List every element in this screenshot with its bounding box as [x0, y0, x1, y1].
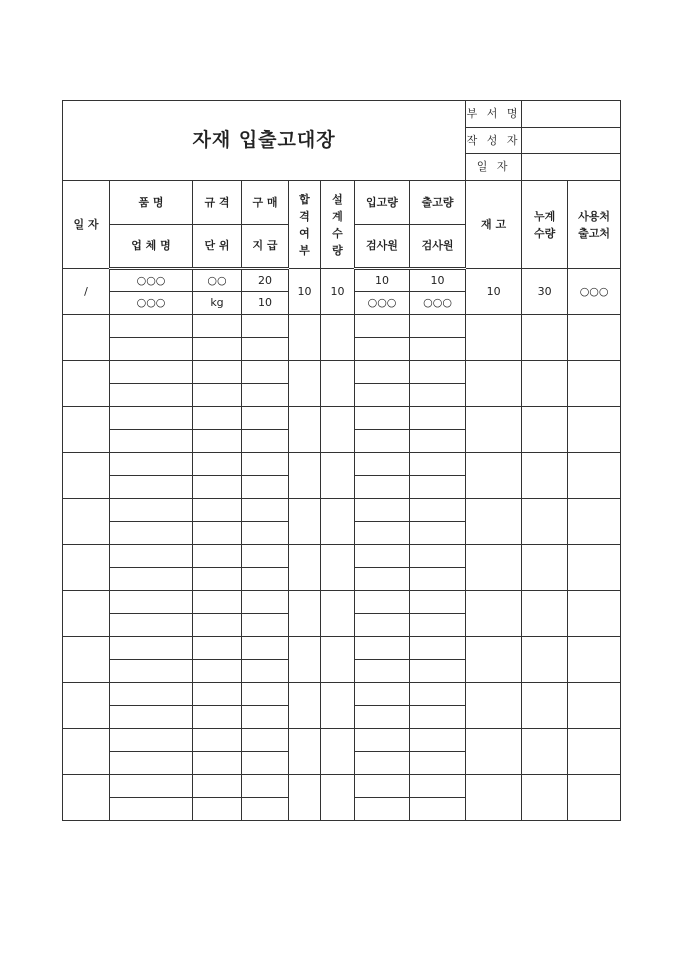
example-design-qty[interactable]: 10 [321, 269, 355, 315]
entry-purchase-cell[interactable] [242, 683, 289, 706]
entry-design-qty-cell[interactable] [321, 591, 355, 637]
dept-value[interactable] [522, 101, 621, 128]
entry-usage-cell[interactable] [568, 361, 621, 407]
entry-supplier-cell[interactable] [110, 430, 193, 453]
header-out-qty: 출고량 [410, 181, 466, 225]
entry-row-top [63, 499, 621, 522]
entry-spec-cell[interactable] [193, 637, 242, 660]
entry-in-qty-cell[interactable] [355, 315, 410, 338]
example-in-qty[interactable]: 10 [355, 269, 410, 292]
entry-design-qty-cell[interactable] [321, 407, 355, 453]
entry-in-qty-cell[interactable] [355, 591, 410, 614]
entry-payment-cell[interactable] [242, 384, 289, 407]
entry-cumulative-cell[interactable] [522, 775, 568, 821]
entry-design-qty-cell[interactable] [321, 683, 355, 729]
entry-design-qty-cell[interactable] [321, 545, 355, 591]
entry-purchase-cell[interactable] [242, 315, 289, 338]
entry-date-cell[interactable] [63, 775, 110, 821]
entry-inspector-out-cell[interactable] [410, 476, 466, 499]
entry-design-qty-cell[interactable] [321, 775, 355, 821]
author-label: 작 성 자 [466, 128, 522, 154]
entry-out-qty-cell[interactable] [410, 361, 466, 384]
entry-inspector-in-cell[interactable] [355, 706, 410, 729]
entry-payment-cell[interactable] [242, 476, 289, 499]
entry-row-top [63, 637, 621, 660]
entry-pass-cell[interactable] [289, 729, 321, 775]
entry-inspector-in-cell[interactable] [355, 384, 410, 407]
entry-inspector-in-cell[interactable] [355, 476, 410, 499]
entry-unit-cell[interactable] [193, 752, 242, 775]
entry-row-top [63, 591, 621, 614]
entry-out-qty-cell[interactable] [410, 545, 466, 568]
entry-unit-cell[interactable] [193, 614, 242, 637]
example-supplier[interactable]: ○○○ [110, 292, 193, 315]
header-spec: 규 격 [193, 181, 242, 225]
entry-item-name-cell[interactable] [110, 315, 193, 338]
entry-cumulative-cell[interactable] [522, 315, 568, 361]
entry-inspector-out-cell[interactable] [410, 798, 466, 821]
entry-unit-cell[interactable] [193, 706, 242, 729]
entry-payment-cell[interactable] [242, 798, 289, 821]
entry-inspector-out-cell[interactable] [410, 522, 466, 545]
entry-purchase-cell[interactable] [242, 499, 289, 522]
entry-inspector-in-cell[interactable] [355, 660, 410, 683]
header-payment: 지 급 [242, 225, 289, 269]
entry-date-cell[interactable] [63, 637, 110, 683]
header-date: 일 자 [63, 181, 110, 269]
entry-out-qty-cell[interactable] [410, 775, 466, 798]
entry-inspector-in-cell[interactable] [355, 614, 410, 637]
entry-design-qty-cell[interactable] [321, 361, 355, 407]
entry-pass-cell[interactable] [289, 361, 321, 407]
entry-spec-cell[interactable] [193, 453, 242, 476]
entry-design-qty-cell[interactable] [321, 637, 355, 683]
header-usage: 사용처 출고처 [568, 181, 621, 269]
entry-inspector-out-cell[interactable] [410, 706, 466, 729]
entry-inspector-in-cell[interactable] [355, 798, 410, 821]
entry-inspector-in-cell[interactable] [355, 568, 410, 591]
header-supplier: 업 체 명 [110, 225, 193, 269]
entry-usage-cell[interactable] [568, 683, 621, 729]
entry-payment-cell[interactable] [242, 338, 289, 361]
entry-out-qty-cell[interactable] [410, 499, 466, 522]
entry-supplier-cell[interactable] [110, 476, 193, 499]
entry-payment-cell[interactable] [242, 660, 289, 683]
entry-supplier-cell[interactable] [110, 660, 193, 683]
example-cumulative[interactable]: 30 [522, 269, 568, 315]
entry-cumulative-cell[interactable] [522, 591, 568, 637]
entry-supplier-cell[interactable] [110, 568, 193, 591]
date-label: 일 자 [466, 154, 522, 181]
entry-unit-cell[interactable] [193, 798, 242, 821]
entry-usage-cell[interactable] [568, 775, 621, 821]
entry-out-qty-cell[interactable] [410, 315, 466, 338]
entry-unit-cell[interactable] [193, 522, 242, 545]
example-unit[interactable]: kg [193, 292, 242, 315]
entry-supplier-cell[interactable] [110, 338, 193, 361]
dept-label: 부 서 명 [466, 101, 522, 128]
entry-pass-cell[interactable] [289, 453, 321, 499]
entry-spec-cell[interactable] [193, 729, 242, 752]
entry-purchase-cell[interactable] [242, 775, 289, 798]
entry-out-qty-cell[interactable] [410, 407, 466, 430]
header-in-qty: 입고량 [355, 181, 410, 225]
entry-spec-cell[interactable] [193, 591, 242, 614]
entry-stock-cell[interactable] [466, 361, 522, 407]
entry-unit-cell[interactable] [193, 338, 242, 361]
entry-cumulative-cell[interactable] [522, 407, 568, 453]
entry-stock-cell[interactable] [466, 545, 522, 591]
header-unit: 단 위 [193, 225, 242, 269]
entry-purchase-cell[interactable] [242, 729, 289, 752]
entry-inspector-in-cell[interactable] [355, 522, 410, 545]
entry-payment-cell[interactable] [242, 522, 289, 545]
entry-inspector-out-cell[interactable] [410, 430, 466, 453]
entry-in-qty-cell[interactable] [355, 775, 410, 798]
entry-stock-cell[interactable] [466, 591, 522, 637]
entry-stock-cell[interactable] [466, 407, 522, 453]
entry-in-qty-cell[interactable] [355, 729, 410, 752]
entry-inspector-in-cell[interactable] [355, 338, 410, 361]
entry-supplier-cell[interactable] [110, 706, 193, 729]
entry-unit-cell[interactable] [193, 476, 242, 499]
entry-out-qty-cell[interactable] [410, 683, 466, 706]
entry-cumulative-cell[interactable] [522, 683, 568, 729]
entry-payment-cell[interactable] [242, 706, 289, 729]
entry-in-qty-cell[interactable] [355, 407, 410, 430]
entry-pass-cell[interactable] [289, 637, 321, 683]
entry-supplier-cell[interactable] [110, 752, 193, 775]
example-row-top [63, 269, 621, 292]
entry-purchase-cell[interactable] [242, 453, 289, 476]
entry-unit-cell[interactable] [193, 430, 242, 453]
entry-date-cell[interactable] [63, 591, 110, 637]
entry-cumulative-cell[interactable] [522, 453, 568, 499]
entry-purchase-cell[interactable] [242, 637, 289, 660]
ledger-sheet [62, 100, 620, 821]
header-inspector-in: 검사원 [355, 225, 410, 269]
entry-cumulative-cell[interactable] [522, 637, 568, 683]
entry-date-cell[interactable] [63, 315, 110, 361]
entry-spec-cell[interactable] [193, 775, 242, 798]
entry-inspector-out-cell[interactable] [410, 660, 466, 683]
example-payment[interactable]: 10 [242, 292, 289, 315]
entry-spec-cell[interactable] [193, 545, 242, 568]
entry-purchase-cell[interactable] [242, 361, 289, 384]
entry-date-cell[interactable] [63, 545, 110, 591]
entry-pass-cell[interactable] [289, 499, 321, 545]
entry-in-qty-cell[interactable] [355, 545, 410, 568]
example-usage[interactable]: ○○○ [568, 269, 621, 315]
header-pass-status: 합 격 여 부 [289, 181, 321, 269]
entry-row-top [63, 683, 621, 706]
entry-item-name-cell[interactable] [110, 407, 193, 430]
entry-inspector-out-cell[interactable] [410, 752, 466, 775]
example-stock[interactable]: 10 [466, 269, 522, 315]
entry-stock-cell[interactable] [466, 775, 522, 821]
entry-inspector-out-cell[interactable] [410, 614, 466, 637]
entry-payment-cell[interactable] [242, 568, 289, 591]
entry-date-cell[interactable] [63, 361, 110, 407]
entry-pass-cell[interactable] [289, 591, 321, 637]
entry-inspector-in-cell[interactable] [355, 752, 410, 775]
header-stock: 재 고 [466, 181, 522, 269]
entry-pass-cell[interactable] [289, 315, 321, 361]
entry-in-qty-cell[interactable] [355, 453, 410, 476]
entry-item-name-cell[interactable] [110, 775, 193, 798]
entry-row-top [63, 315, 621, 338]
entry-cumulative-cell[interactable] [522, 499, 568, 545]
entry-row-top [63, 453, 621, 476]
header-cumulative: 누계 수량 [522, 181, 568, 269]
entry-design-qty-cell[interactable] [321, 499, 355, 545]
entry-unit-cell[interactable] [193, 660, 242, 683]
entry-item-name-cell[interactable] [110, 683, 193, 706]
entry-pass-cell[interactable] [289, 683, 321, 729]
entry-cumulative-cell[interactable] [522, 361, 568, 407]
entry-row-top [63, 407, 621, 430]
entry-unit-cell[interactable] [193, 568, 242, 591]
header-item-name: 품 명 [110, 181, 193, 225]
header-design-qty: 설 계 수 량 [321, 181, 355, 269]
entry-usage-cell[interactable] [568, 545, 621, 591]
entry-out-qty-cell[interactable] [410, 729, 466, 752]
entry-stock-cell[interactable] [466, 453, 522, 499]
example-inspector-out[interactable]: ○○○ [410, 292, 466, 315]
example-inspector-in[interactable]: ○○○ [355, 292, 410, 315]
example-out-qty[interactable]: 10 [410, 269, 466, 292]
ledger-table [62, 100, 621, 821]
entry-item-name-cell[interactable] [110, 361, 193, 384]
entry-payment-cell[interactable] [242, 430, 289, 453]
entry-item-name-cell[interactable] [110, 591, 193, 614]
entry-purchase-cell[interactable] [242, 591, 289, 614]
entry-in-qty-cell[interactable] [355, 637, 410, 660]
entry-row-top [63, 775, 621, 798]
entry-out-qty-cell[interactable] [410, 591, 466, 614]
entry-inspector-out-cell[interactable] [410, 384, 466, 407]
entry-purchase-cell[interactable] [242, 545, 289, 568]
entry-date-cell[interactable] [63, 407, 110, 453]
entry-spec-cell[interactable] [193, 361, 242, 384]
entry-supplier-cell[interactable] [110, 384, 193, 407]
entry-pass-cell[interactable] [289, 545, 321, 591]
entry-supplier-cell[interactable] [110, 522, 193, 545]
example-item-name[interactable]: ○○○ [110, 269, 193, 292]
entry-item-name-cell[interactable] [110, 729, 193, 752]
entry-payment-cell[interactable] [242, 614, 289, 637]
entry-cumulative-cell[interactable] [522, 729, 568, 775]
entry-date-cell[interactable] [63, 453, 110, 499]
entry-inspector-in-cell[interactable] [355, 430, 410, 453]
entry-usage-cell[interactable] [568, 499, 621, 545]
entry-usage-cell[interactable] [568, 315, 621, 361]
entry-out-qty-cell[interactable] [410, 453, 466, 476]
entry-date-cell[interactable] [63, 683, 110, 729]
example-pass[interactable]: 10 [289, 269, 321, 315]
entry-stock-cell[interactable] [466, 683, 522, 729]
entry-supplier-cell[interactable] [110, 798, 193, 821]
entry-pass-cell[interactable] [289, 407, 321, 453]
header-inspector-out: 검사원 [410, 225, 466, 269]
entry-row-top [63, 361, 621, 384]
entry-item-name-cell[interactable] [110, 637, 193, 660]
entry-spec-cell[interactable] [193, 499, 242, 522]
entry-row-top [63, 729, 621, 752]
date-value[interactable] [522, 154, 621, 181]
entry-in-qty-cell[interactable] [355, 361, 410, 384]
example-spec[interactable]: ○○ [193, 269, 242, 292]
entry-spec-cell[interactable] [193, 315, 242, 338]
entry-stock-cell[interactable] [466, 729, 522, 775]
entry-item-name-cell[interactable] [110, 499, 193, 522]
entry-item-name-cell[interactable] [110, 453, 193, 476]
entry-usage-cell[interactable] [568, 591, 621, 637]
entry-usage-cell[interactable] [568, 729, 621, 775]
entry-usage-cell[interactable] [568, 407, 621, 453]
entry-stock-cell[interactable] [466, 315, 522, 361]
entry-unit-cell[interactable] [193, 384, 242, 407]
entry-in-qty-cell[interactable] [355, 499, 410, 522]
page-title: 자재 입출고대장 [63, 101, 466, 181]
entry-spec-cell[interactable] [193, 407, 242, 430]
entry-design-qty-cell[interactable] [321, 453, 355, 499]
entry-usage-cell[interactable] [568, 637, 621, 683]
example-purchase[interactable]: 20 [242, 269, 289, 292]
entry-spec-cell[interactable] [193, 683, 242, 706]
entry-supplier-cell[interactable] [110, 614, 193, 637]
entry-item-name-cell[interactable] [110, 545, 193, 568]
entry-row-top [63, 545, 621, 568]
entry-inspector-out-cell[interactable] [410, 338, 466, 361]
author-value[interactable] [522, 128, 621, 154]
entry-date-cell[interactable] [63, 729, 110, 775]
entry-in-qty-cell[interactable] [355, 683, 410, 706]
entry-design-qty-cell[interactable] [321, 315, 355, 361]
entry-pass-cell[interactable] [289, 775, 321, 821]
entry-date-cell[interactable] [63, 499, 110, 545]
entry-stock-cell[interactable] [466, 499, 522, 545]
example-date[interactable]: / [63, 269, 110, 315]
entry-cumulative-cell[interactable] [522, 545, 568, 591]
entry-design-qty-cell[interactable] [321, 729, 355, 775]
entry-inspector-out-cell[interactable] [410, 568, 466, 591]
entry-out-qty-cell[interactable] [410, 637, 466, 660]
entry-payment-cell[interactable] [242, 752, 289, 775]
header-purchase: 구 매 [242, 181, 289, 225]
empty-rows [63, 315, 621, 821]
entry-stock-cell[interactable] [466, 637, 522, 683]
entry-purchase-cell[interactable] [242, 407, 289, 430]
entry-usage-cell[interactable] [568, 453, 621, 499]
